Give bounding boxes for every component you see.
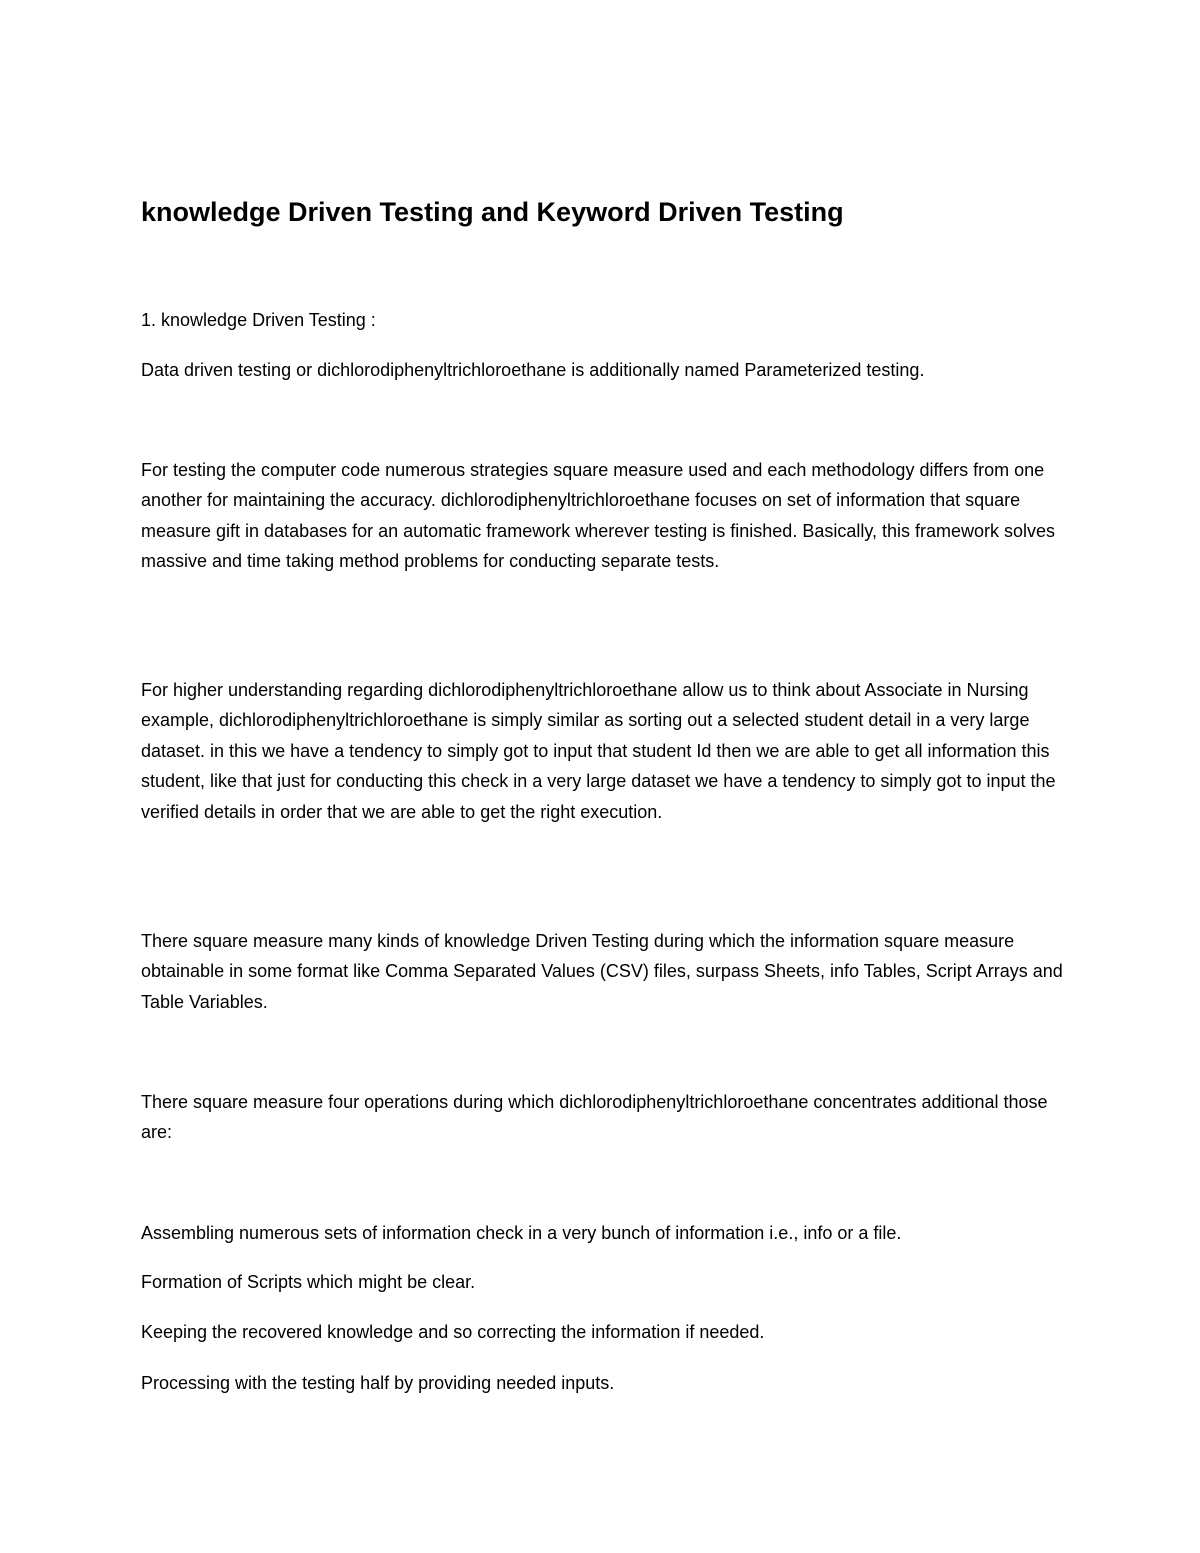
- paragraph-kinds: There square measure many kinds of knowledge Driven Testing during which the information square measure obtainable in some format like Comma Separated Values (CSV) files, surpass Sheets, info Tables, Script Arrays and Table Variables.: [141, 931, 1063, 1012]
- operation-item: Processing with the testing half by providing needed inputs.: [141, 1373, 615, 1393]
- paragraph-intro: Data driven testing or dichlorodiphenyltrichloroethane is additionally named Parameterized testing.: [141, 360, 925, 380]
- operation-item: Assembling numerous sets of information check in a very bunch of information i.e., info or a file.: [141, 1223, 902, 1243]
- paragraph-strategies: For testing the computer code numerous strategies square measure used and each methodology differs from one another for maintaining the accuracy. dichlorodiphenyltrichloroethane focuses on set of information that square measure gift in databases for an automatic framework wherever testing is finished. Basically, this framework solves massive and time taking method problems for conducting separate tests.: [141, 460, 1056, 572]
- operation-item: Formation of Scripts which might be clear.: [141, 1272, 476, 1292]
- operation-item: Keeping the recovered knowledge and so correcting the information if needed.: [141, 1322, 765, 1342]
- section-heading: 1. knowledge Driven Testing :: [141, 310, 376, 330]
- paragraph-example: For higher understanding regarding dichlorodiphenyltrichloroethane allow us to think about Associate in Nursing example, dichlorodiphenyltrichloroethane is simply similar as sorting out a selected student detail in a very large dataset. in this we have a tendency to simply got to input that student Id then we are able to get all information this student, like that just for conducting this check in a very large dataset we have a tendency to simply got to input the verified details in order that we are able to get the right execution.: [141, 680, 1056, 822]
- document-title: knowledge Driven Testing and Keyword Driven Testing: [141, 197, 844, 227]
- paragraph-operations-intro: There square measure four operations during which dichlorodiphenyltrichloroethane concentrates additional those are:: [141, 1092, 1048, 1143]
